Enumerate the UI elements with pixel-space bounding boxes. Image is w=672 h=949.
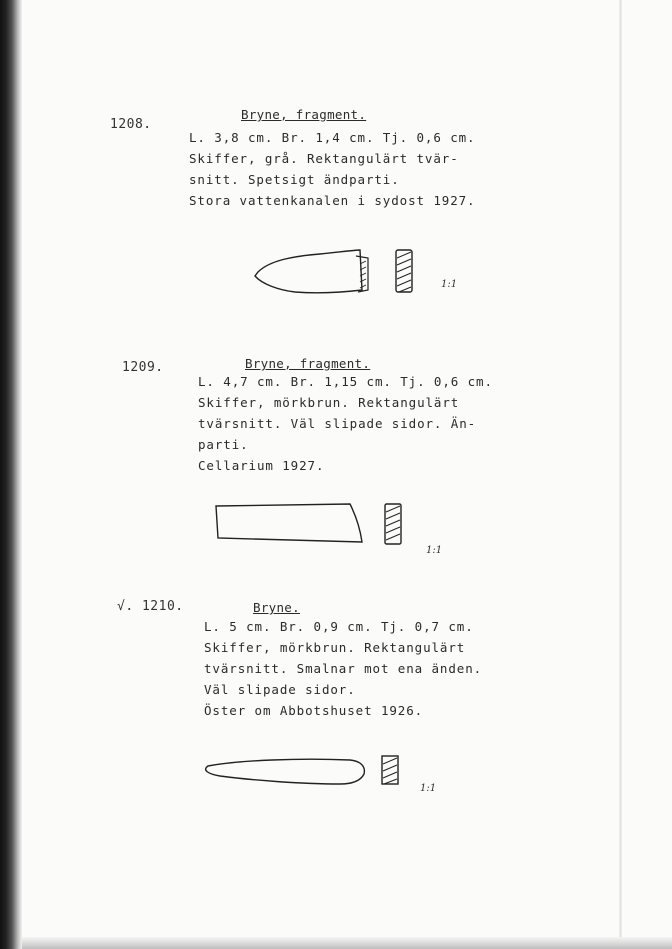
- whetstone-sketch-side: [200, 752, 370, 792]
- entry-line: snitt. Spetsigt ändparti.: [189, 172, 400, 187]
- entry-line: Stora vattenkanalen i sydost 1927.: [189, 193, 476, 208]
- entry-number: 1209.: [122, 360, 164, 375]
- entry-line: tvärsnitt. Smalnar mot ena änden.: [204, 661, 483, 676]
- entry-line: L. 5 cm. Br. 0,9 cm. Tj. 0,7 cm.: [204, 619, 474, 634]
- entry-title: Bryne, fragment.: [245, 356, 371, 371]
- book-binding: [0, 0, 22, 949]
- entry-title: Bryne, fragment.: [241, 107, 367, 122]
- page-bottom-edge: [22, 937, 672, 949]
- entry-line: Väl slipade sidor.: [204, 682, 356, 697]
- entry-number: 1208.: [110, 117, 152, 132]
- whetstone-sketch-section: [380, 754, 402, 788]
- whetstone-sketch-section: [394, 248, 416, 294]
- whetstone-sketch-side: [210, 498, 365, 548]
- entry-line: Skiffer, grå. Rektangulärt tvär-: [189, 151, 459, 166]
- scale-label: 1:1: [426, 545, 443, 556]
- entry-title: Bryne.: [253, 600, 300, 615]
- scale-label: 1:1: [441, 279, 458, 290]
- whetstone-sketch-section: [383, 502, 405, 548]
- entry-line: Öster om Abbotshuset 1926.: [204, 703, 424, 718]
- entry-line: parti.: [198, 437, 249, 452]
- whetstone-sketch-side: [250, 244, 380, 304]
- entry-line: tvärsnitt. Väl slipade sidor. Än-: [198, 416, 477, 431]
- entry-line: Cellarium 1927.: [198, 458, 325, 473]
- entry-number: √. 1210.: [117, 599, 184, 614]
- scale-label: 1:1: [420, 783, 437, 794]
- entry-line: L. 3,8 cm. Br. 1,4 cm. Tj. 0,6 cm.: [189, 130, 476, 145]
- page-edge: [619, 0, 622, 949]
- entry-line: Skiffer, mörkbrun. Rektangulärt: [204, 640, 466, 655]
- entry-line: L. 4,7 cm. Br. 1,15 cm. Tj. 0,6 cm.: [198, 374, 493, 389]
- entry-line: Skiffer, mörkbrun. Rektangulärt: [198, 395, 460, 410]
